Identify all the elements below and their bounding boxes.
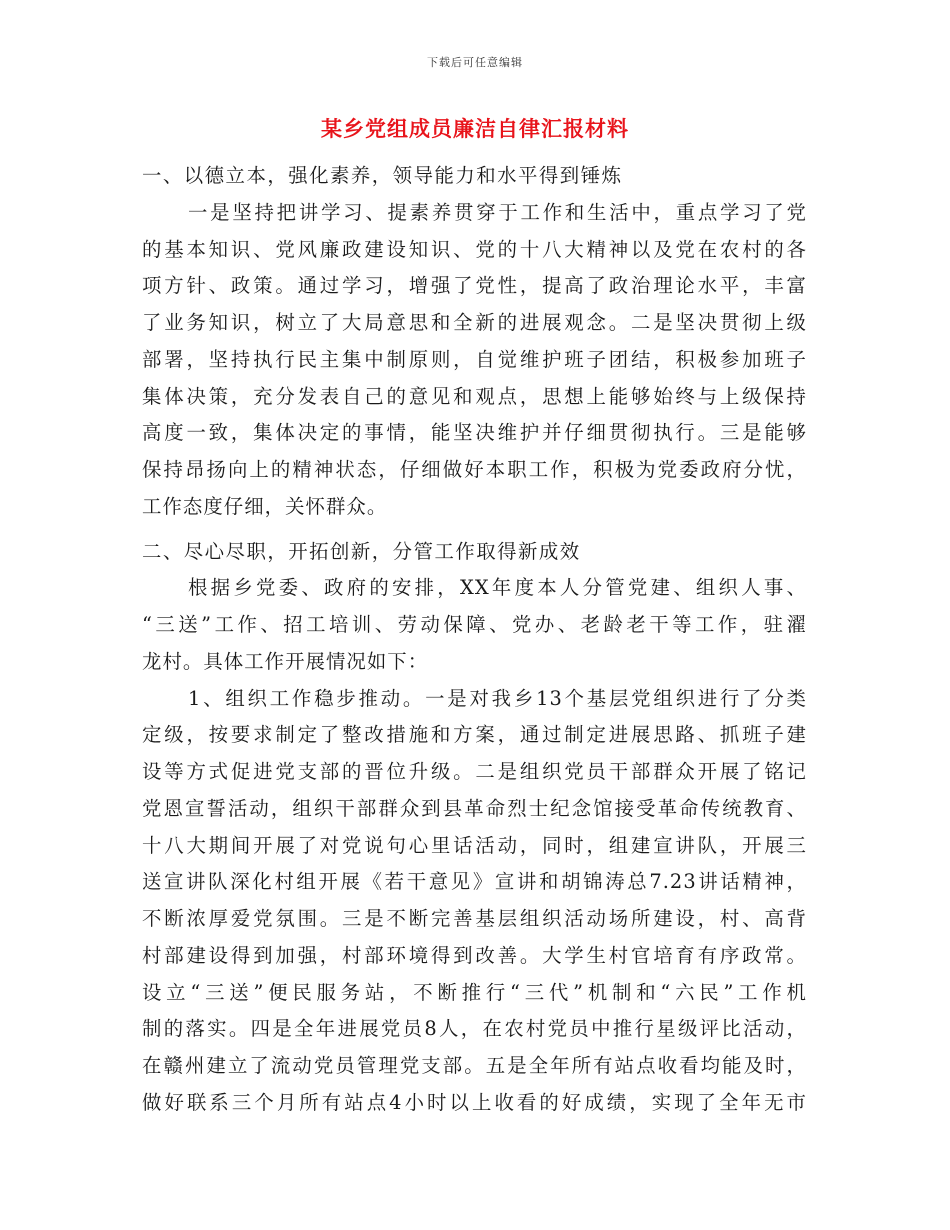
paragraph-line: 一是坚持把讲学习、提素养贯穿于工作和生活中，重点学习了党 [188, 200, 807, 224]
paragraph-3 [142, 681, 807, 1122]
document-body [142, 158, 807, 1122]
paragraph-line: 根据乡党委、政府的安排，XX年度本人分管党建、组织人事、 [188, 576, 807, 600]
paragraph-line: 龙村。具体工作开展情况如下： [142, 649, 429, 673]
paragraph-line: 送宣讲队深化村组开展《若干意见》宣讲和胡锦涛总7.23讲话精神， [142, 870, 807, 894]
paragraph-line: 设等方式促进党支部的晋位升级。二是组织党员干部群众开展了铭记 [142, 760, 807, 783]
paragraph-1 [142, 195, 807, 526]
paragraph-line: 不断浓厚爱党氛围。三是不断完善基层组织活动场所建设，村、高背 [142, 907, 807, 930]
paragraph-line: 村部建设得到加强，村部环境得到改善。大学生村官培育有序政常。 [142, 943, 807, 967]
paragraph-line: 十八大期间开展了对党说句心里话活动，同时，组建宣讲队，开展三 [142, 833, 807, 857]
paragraph-line: 部署，坚持执行民主集中制原则，自觉维护班子团结，积极参加班子 [142, 347, 807, 371]
paragraph-line: 了业务知识，树立了大局意思和全新的进展观念。二是坚决贯彻上级 [142, 311, 807, 334]
paragraph-line: 制的落实。四是全年进展党员8人，在农村党员中推行星级评比活动， [142, 1017, 807, 1041]
paragraph-line: 集体决策，充分发表自己的意见和观点，思想上能够始终与上级保持 [142, 384, 807, 408]
paragraph-line: 做好联系三个月所有站点4小时以上收看的好成绩，实现了全年无市 [142, 1090, 807, 1114]
header-note: 下载后可任意编辑 [427, 56, 523, 69]
document-title: 某乡党组成员廉洁自律汇报材料 [321, 116, 629, 141]
section-heading-2: 二、尽心尽职，开拓创新，分管工作取得新成效 [142, 539, 581, 563]
paragraph-line: “三送”工作、招工培训、劳动保障、党办、老龄老干等工作，驻濯 [142, 613, 807, 636]
paragraph-line: 定级，按要求制定了整改措施和方案，通过制定进展思路、抓班子建 [142, 723, 807, 747]
paragraph-line: 在赣州建立了流动党员管理党支部。五是全年所有站点收看均能及时， [142, 1054, 807, 1077]
paragraph-line: 1、组织工作稳步推动。一是对我乡13个基层党组织进行了分类 [188, 686, 807, 710]
paragraph-line: 项方针、政策。通过学习，增强了党性，提高了政治理论水平，丰富 [142, 274, 807, 298]
paragraph-line: 设立“三送”便民服务站，不断推行“三代”机制和“六民”工作机 [142, 980, 807, 1004]
paragraph-line: 保持昂扬向上的精神状态，仔细做好本职工作，积极为党委政府分忧， [142, 458, 807, 481]
paragraph-line: 高度一致，集体决定的事情，能坚决维护并仔细贯彻执行。三是能够 [142, 421, 807, 445]
paragraph-2 [142, 570, 807, 680]
paragraph-line: 工作态度仔细，关怀群众。 [142, 494, 388, 518]
section-heading-1: 一、以德立本，强化素养，领导能力和水平得到锤炼 [142, 164, 623, 187]
paragraph-line: 的基本知识、党风廉政建设知识、党的十八大精神以及党在农村的各 [142, 237, 807, 261]
paragraph-line: 党恩宣誓活动，组织干部群众到县革命烈士纪念馆接受革命传统教育、 [142, 796, 807, 820]
paragraph-gap [142, 526, 807, 534]
